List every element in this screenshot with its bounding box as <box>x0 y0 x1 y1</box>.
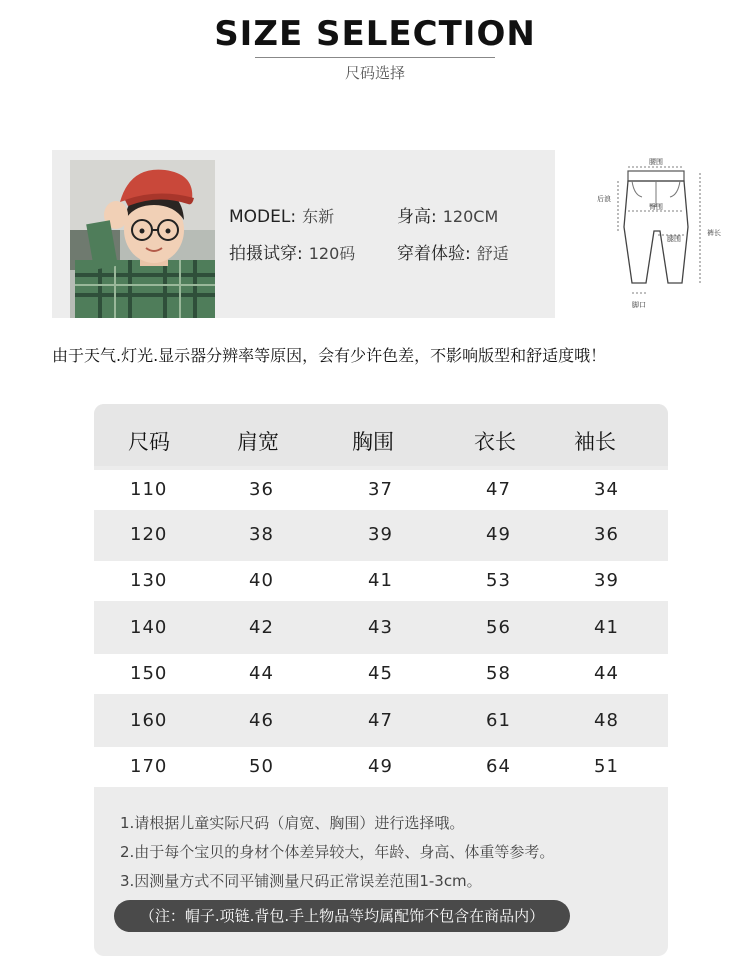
table-cell: 170 <box>130 756 168 777</box>
diagram-label-hip: 臀围 <box>649 203 663 211</box>
model-fit-feel <box>397 239 509 264</box>
table-cell: 47 <box>368 710 393 731</box>
table-cell: 110 <box>130 479 168 500</box>
table-cell: 44 <box>249 663 274 684</box>
table-cell: 37 <box>368 479 393 500</box>
table-row <box>94 747 668 787</box>
table-cell: 53 <box>486 570 511 591</box>
table-cell: 48 <box>594 710 619 731</box>
table-cell: 46 <box>249 710 274 731</box>
table-cell: 42 <box>249 617 274 638</box>
model-tried-size <box>229 239 355 264</box>
table-cell: 58 <box>486 663 511 684</box>
table-cell: 38 <box>249 524 274 545</box>
table-row <box>94 470 668 510</box>
table-row <box>94 701 668 741</box>
table-cell: 47 <box>486 479 511 500</box>
model-tried-size-label: 拍摄试穿: <box>229 244 303 264</box>
model-name <box>229 204 334 227</box>
table-cell: 56 <box>486 617 511 638</box>
model-fit-feel-value: 舒适 <box>476 244 509 263</box>
page-title: SIZE SELECTION <box>214 14 536 54</box>
table-cell: 130 <box>130 570 168 591</box>
table-cell: 49 <box>486 524 511 545</box>
table-cell: 64 <box>486 756 511 777</box>
table-cell: 140 <box>130 617 168 638</box>
pants-measure-diagram <box>588 155 728 315</box>
table-cell: 40 <box>249 570 274 591</box>
diagram-label-rise: 后浪 <box>597 195 611 203</box>
model-info-panel <box>52 150 555 318</box>
header-size: 尺码 <box>128 430 170 454</box>
header-sleeve: 袖长 <box>574 430 616 454</box>
table-row <box>94 608 668 648</box>
title-underline <box>255 57 495 58</box>
table-cell: 50 <box>249 756 274 777</box>
model-fit-feel-label: 穿着体验: <box>397 244 471 264</box>
color-difference-notice: 由于天气.灯光.显示器分辨率等原因，会有少许色差，不影响版型和舒适度哦！ <box>52 346 607 365</box>
diagram-label-thigh: 腿围 <box>667 235 681 243</box>
table-cell: 43 <box>368 617 393 638</box>
table-cell: 39 <box>368 524 393 545</box>
model-name-value: 东新 <box>302 207 335 226</box>
table-row <box>94 654 668 694</box>
table-cell: 61 <box>486 710 511 731</box>
table-cell: 44 <box>594 663 619 684</box>
note-line: 3.因测量方式不同平铺测量尺码正常误差范围1-3cm。 <box>120 872 482 890</box>
table-cell: 41 <box>368 570 393 591</box>
table-cell: 150 <box>130 663 168 684</box>
model-height-value: 120CM <box>442 207 499 226</box>
diagram-label-cuff: 脚口 <box>632 301 646 309</box>
model-height-label: 身高: <box>397 207 437 227</box>
table-cell: 45 <box>368 663 393 684</box>
model-name-label: MODEL: <box>229 207 297 227</box>
model-tried-size-value: 120码 <box>308 244 356 263</box>
size-table <box>94 404 668 956</box>
size-table-header <box>94 404 668 466</box>
diagram-label-waist: 腰围 <box>649 158 663 166</box>
table-cell: 34 <box>594 479 619 500</box>
accessory-disclaimer: （注：帽子.项链.背包.手上物品等均属配饰不包含在商品内） <box>114 900 570 932</box>
header-chest: 胸围 <box>352 430 394 454</box>
table-cell: 36 <box>249 479 274 500</box>
note-line: 1.请根据儿童实际尺码（肩宽、胸围）进行选择哦。 <box>120 814 465 832</box>
table-cell: 39 <box>594 570 619 591</box>
diagram-label-length: 裤长 <box>707 229 721 237</box>
table-row <box>94 515 668 555</box>
header-length: 衣长 <box>474 430 516 454</box>
table-cell: 49 <box>368 756 393 777</box>
model-photo <box>70 160 215 318</box>
table-cell: 160 <box>130 710 168 731</box>
page-subtitle: 尺码选择 <box>344 64 405 82</box>
table-cell: 51 <box>594 756 619 777</box>
model-height <box>397 202 498 227</box>
table-cell: 41 <box>594 617 619 638</box>
header-shoulder: 肩宽 <box>237 430 279 454</box>
table-cell: 120 <box>130 524 168 545</box>
table-row <box>94 561 668 601</box>
table-cell: 36 <box>594 524 619 545</box>
note-line: 2.由于每个宝贝的身材个体差异较大，年龄、身高、体重等参考。 <box>120 843 555 861</box>
